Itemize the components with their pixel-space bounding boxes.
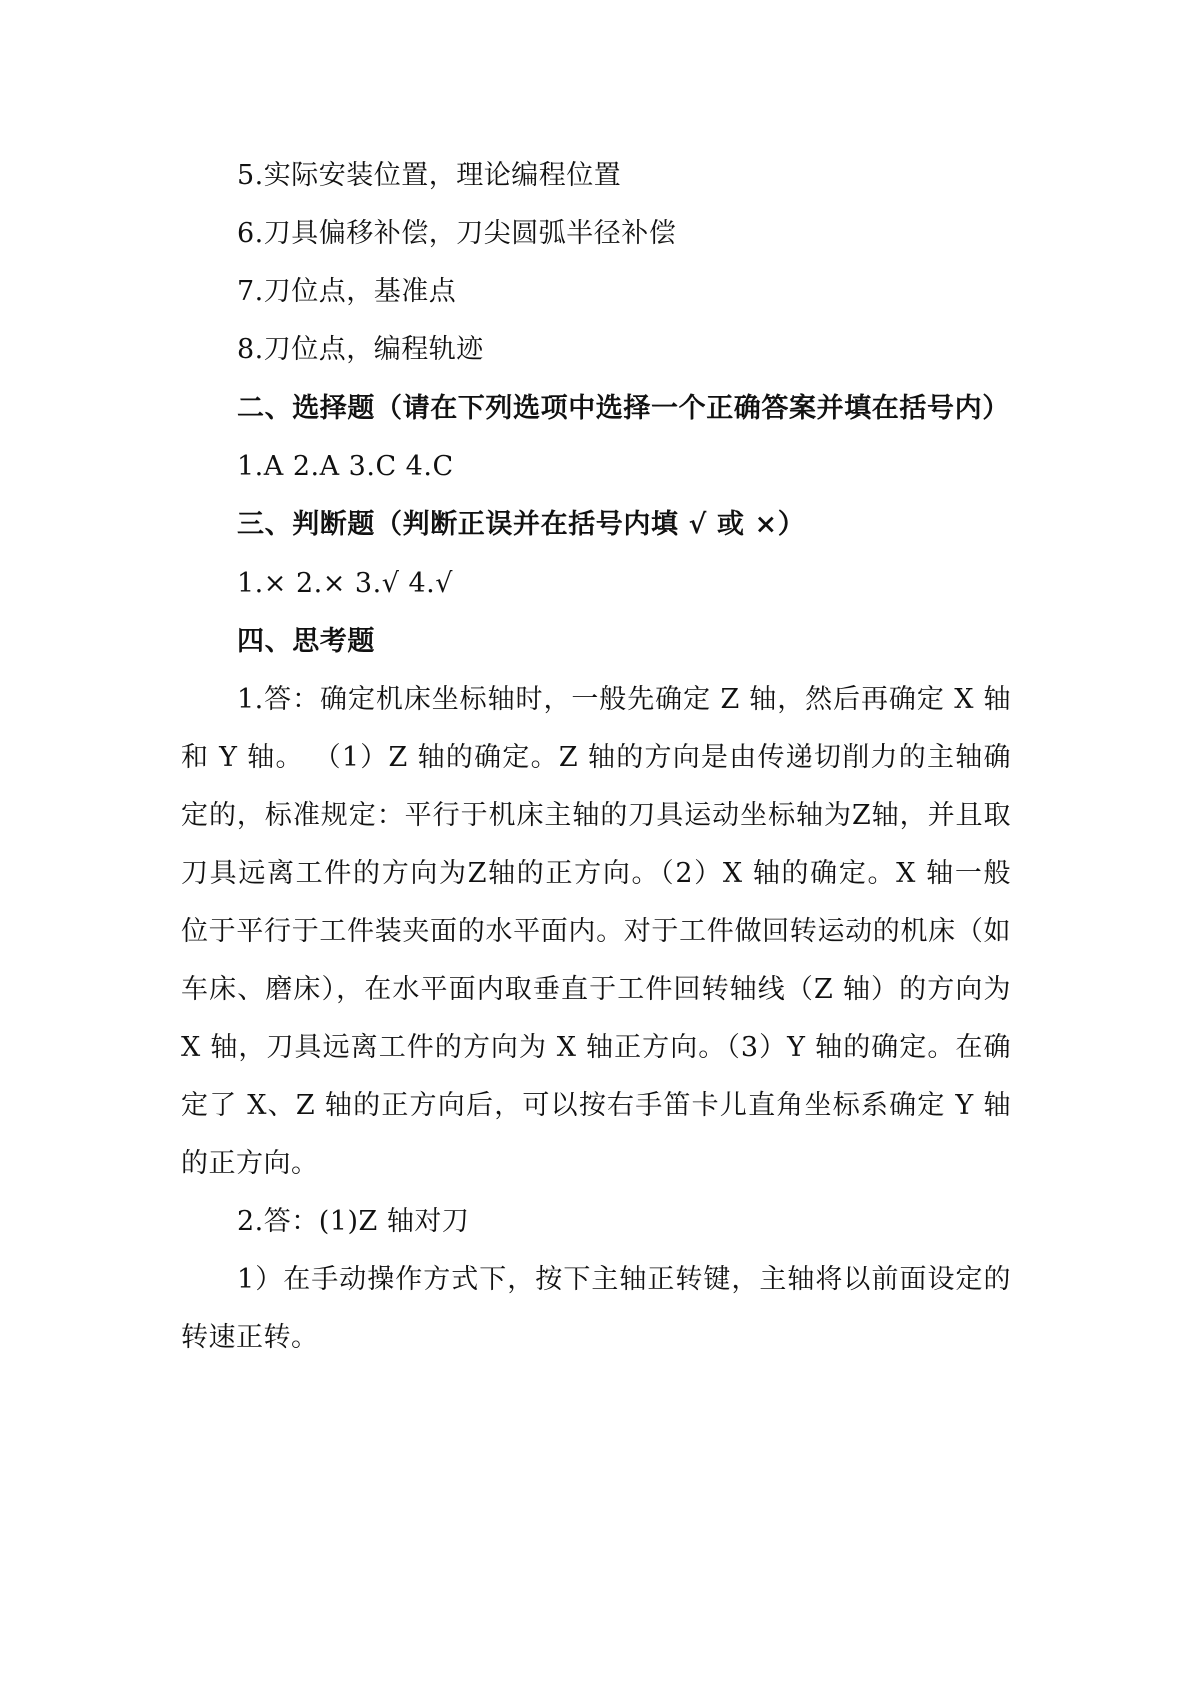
q1-paragraph-line: 位于平行于工件装夹面的水平面内。对于工件做回转运动的机床（如 bbox=[181, 916, 1011, 947]
multiple-choice-answers: 1.A 2.A 3.C 4.C bbox=[237, 451, 454, 482]
section-heading-true-false: 三、判断题（判断正误并在括号内填 √ 或 ×） bbox=[237, 509, 806, 540]
q1-paragraph-line: 车床、磨床），在水平面内取垂直于工件回转轴线（Z 轴）的方向为 bbox=[181, 974, 1011, 1005]
answer-line-5: 5.实际安装位置，理论编程位置 bbox=[237, 160, 622, 191]
q1-paragraph-line: 的正方向。 bbox=[181, 1148, 319, 1179]
q1-paragraph-line: 和 Y 轴。 （1）Z 轴的确定。Z 轴的方向是由传递切削力的主轴确 bbox=[181, 742, 1011, 773]
q1-paragraph-line: 定了 X、Z 轴的正方向后，可以按右手笛卡儿直角坐标系确定 Y 轴 bbox=[181, 1090, 1011, 1121]
true-false-answers: 1.× 2.× 3.√ 4.√ bbox=[237, 568, 453, 599]
section-heading-multiple-choice: 二、选择题（请在下列选项中选择一个正确答案并填在括号内） bbox=[237, 393, 1010, 424]
answer-line-6: 6.刀具偏移补偿，刀尖圆弧半径补偿 bbox=[237, 218, 677, 249]
q2-title: 2.答：(1)Z 轴对刀 bbox=[237, 1206, 470, 1237]
q1-paragraph-line: X 轴，刀具远离工件的方向为 X 轴正方向。（3）Y 轴的确定。在确 bbox=[181, 1032, 1011, 1063]
q2-paragraph-line: 转速正转。 bbox=[181, 1322, 319, 1353]
q1-paragraph-line: 1.答：确定机床坐标轴时，一般先确定 Z 轴，然后再确定 X 轴 bbox=[237, 684, 1011, 715]
section-heading-thinking-questions: 四、思考题 bbox=[237, 626, 375, 657]
q1-paragraph-line: 刀具远离工件的方向为Z轴的正方向。（2）X 轴的确定。X 轴一般 bbox=[181, 858, 1011, 889]
q2-paragraph-line: 1）在手动操作方式下，按下主轴正转键，主轴将以前面设定的 bbox=[237, 1264, 1011, 1295]
answer-line-8: 8.刀位点，编程轨迹 bbox=[237, 334, 484, 365]
q1-paragraph-line: 定的，标准规定：平行于机床主轴的刀具运动坐标轴为Z轴，并且取 bbox=[181, 800, 1011, 831]
answer-line-7: 7.刀位点，基准点 bbox=[237, 276, 457, 307]
